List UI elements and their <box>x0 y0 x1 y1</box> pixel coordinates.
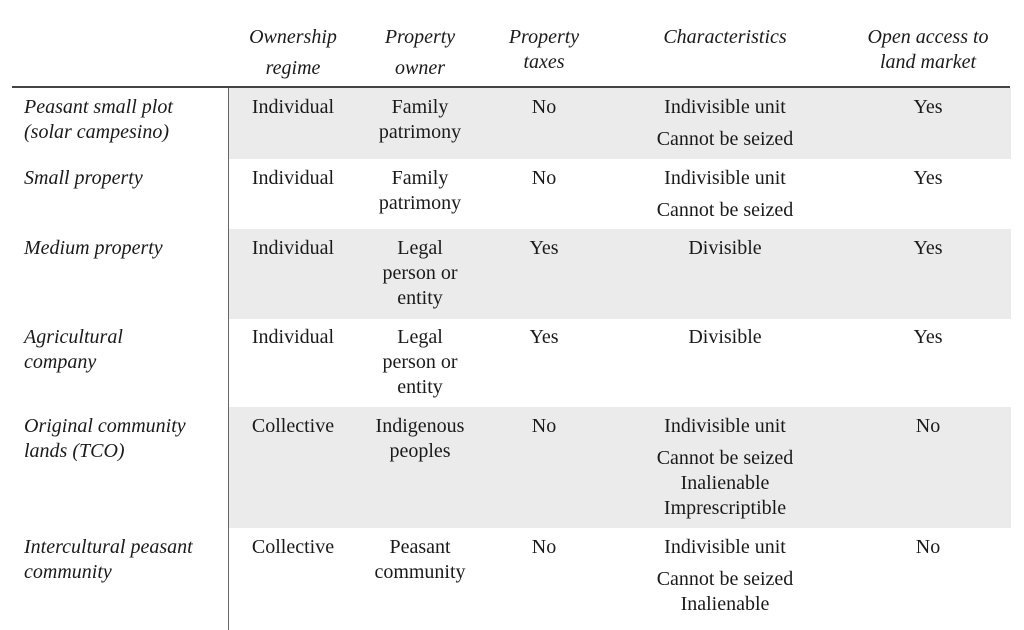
row-label <box>24 535 193 585</box>
header-text: land market <box>879 51 977 73</box>
cell-taxes <box>484 166 604 191</box>
cell-open-access <box>868 95 988 120</box>
cell-text: No <box>531 167 557 189</box>
header-text: regime <box>265 57 321 79</box>
cell-text: Legal <box>397 237 443 259</box>
cell-text: No <box>531 415 557 437</box>
cell-open-access <box>868 414 988 439</box>
cell-owner <box>360 166 480 216</box>
cell-open-access <box>868 325 988 350</box>
cell-text: Indigenous <box>375 415 465 437</box>
row-label-line: Agricultural <box>24 326 123 348</box>
cell-open-access <box>868 236 988 261</box>
cell-text: Imprescriptible <box>663 497 787 519</box>
cell-text: Cannot be seized <box>656 128 794 150</box>
cell-text: Inalienable <box>680 593 770 615</box>
row-label-line: Peasant small plot <box>24 96 173 118</box>
cell-text: Legal <box>397 326 443 348</box>
row-label <box>24 325 123 375</box>
row-label <box>24 414 186 464</box>
cell-taxes <box>484 325 604 350</box>
cell-owner <box>360 95 480 145</box>
header-ownership-regime <box>233 22 353 84</box>
cell-open-access <box>868 166 988 191</box>
cell-text: Indivisible unit <box>664 415 786 437</box>
row-label-line: Small property <box>24 167 143 189</box>
cell-text: Yes <box>529 237 559 259</box>
cell-text: Indivisible unit <box>664 536 786 558</box>
cell-characteristics <box>625 325 825 350</box>
cell-text: Cannot be seized <box>656 447 794 469</box>
cell-text: Individual <box>251 96 335 118</box>
cell-characteristics <box>625 166 825 223</box>
cell-text: entity <box>397 287 443 309</box>
cell-text: Yes <box>913 326 943 348</box>
row-label-line: Original community <box>24 415 186 437</box>
row-label-line: Medium property <box>24 237 163 259</box>
cell-text: Divisible <box>688 326 762 348</box>
cell-text: Yes <box>913 96 943 118</box>
row-label <box>24 95 173 145</box>
header-text: Property <box>508 26 580 48</box>
cell-text: Yes <box>529 326 559 348</box>
header-text: Characteristics <box>663 26 787 48</box>
row-label-line: community <box>24 561 112 583</box>
cell-text: Collective <box>251 536 335 558</box>
cell-characteristics <box>625 95 825 152</box>
cell-regime <box>233 414 353 439</box>
cell-text: Inalienable <box>680 472 770 494</box>
header-property-owner <box>360 22 480 84</box>
cell-regime <box>233 166 353 191</box>
header-property-taxes <box>484 25 604 75</box>
cell-text: Family <box>391 167 449 189</box>
cell-text: peoples <box>389 440 451 462</box>
cell-text: No <box>531 536 557 558</box>
cell-text: Individual <box>251 326 335 348</box>
header-text: owner <box>395 57 445 79</box>
cell-text: person or <box>382 262 458 284</box>
cell-regime <box>233 236 353 261</box>
cell-text: No <box>915 415 941 437</box>
header-text: Ownership <box>249 26 337 48</box>
cell-text: Peasant <box>389 536 451 558</box>
header-open-access <box>848 25 1008 75</box>
cell-text: Yes <box>913 237 943 259</box>
cell-taxes <box>484 95 604 120</box>
cell-text: Individual <box>251 237 335 259</box>
cell-text: person or <box>382 351 458 373</box>
cell-text: Cannot be seized <box>656 568 794 590</box>
cell-text: No <box>531 96 557 118</box>
cell-characteristics <box>625 535 825 617</box>
header-text: Open access to <box>867 26 989 48</box>
cell-text: entity <box>397 376 443 398</box>
cell-owner <box>360 325 480 400</box>
row-label-line: company <box>24 351 97 373</box>
cell-regime <box>233 535 353 560</box>
cell-characteristics <box>625 236 825 261</box>
cell-taxes <box>484 236 604 261</box>
row-label-line: Intercultural peasant <box>24 536 193 558</box>
cell-text: Yes <box>913 167 943 189</box>
cell-text: Indivisible unit <box>664 96 786 118</box>
cell-taxes <box>484 414 604 439</box>
label-column-divider <box>228 88 229 630</box>
row-label-line: lands (TCO) <box>24 440 125 462</box>
cell-text: Individual <box>251 167 335 189</box>
cell-regime <box>233 325 353 350</box>
cell-text: patrimony <box>378 192 462 214</box>
cell-regime <box>233 95 353 120</box>
cell-text: Divisible <box>688 237 762 259</box>
row-label <box>24 166 143 191</box>
cell-text: community <box>374 561 466 583</box>
cell-owner <box>360 236 480 311</box>
cell-text: Collective <box>251 415 335 437</box>
cell-owner <box>360 535 480 585</box>
row-label <box>24 236 163 261</box>
cell-open-access <box>868 535 988 560</box>
cell-text: Family <box>391 96 449 118</box>
cell-taxes <box>484 535 604 560</box>
cell-text: Cannot be seized <box>656 199 794 221</box>
header-rule <box>12 86 1010 88</box>
cell-characteristics <box>625 414 825 521</box>
cell-text: patrimony <box>378 121 462 143</box>
header-text: Property <box>384 26 456 48</box>
cell-owner <box>360 414 480 464</box>
cell-text: No <box>915 536 941 558</box>
row-label-line: (solar campesino) <box>24 121 169 143</box>
cell-text: Indivisible unit <box>664 167 786 189</box>
header-characteristics <box>625 22 825 53</box>
header-text: taxes <box>523 51 565 73</box>
